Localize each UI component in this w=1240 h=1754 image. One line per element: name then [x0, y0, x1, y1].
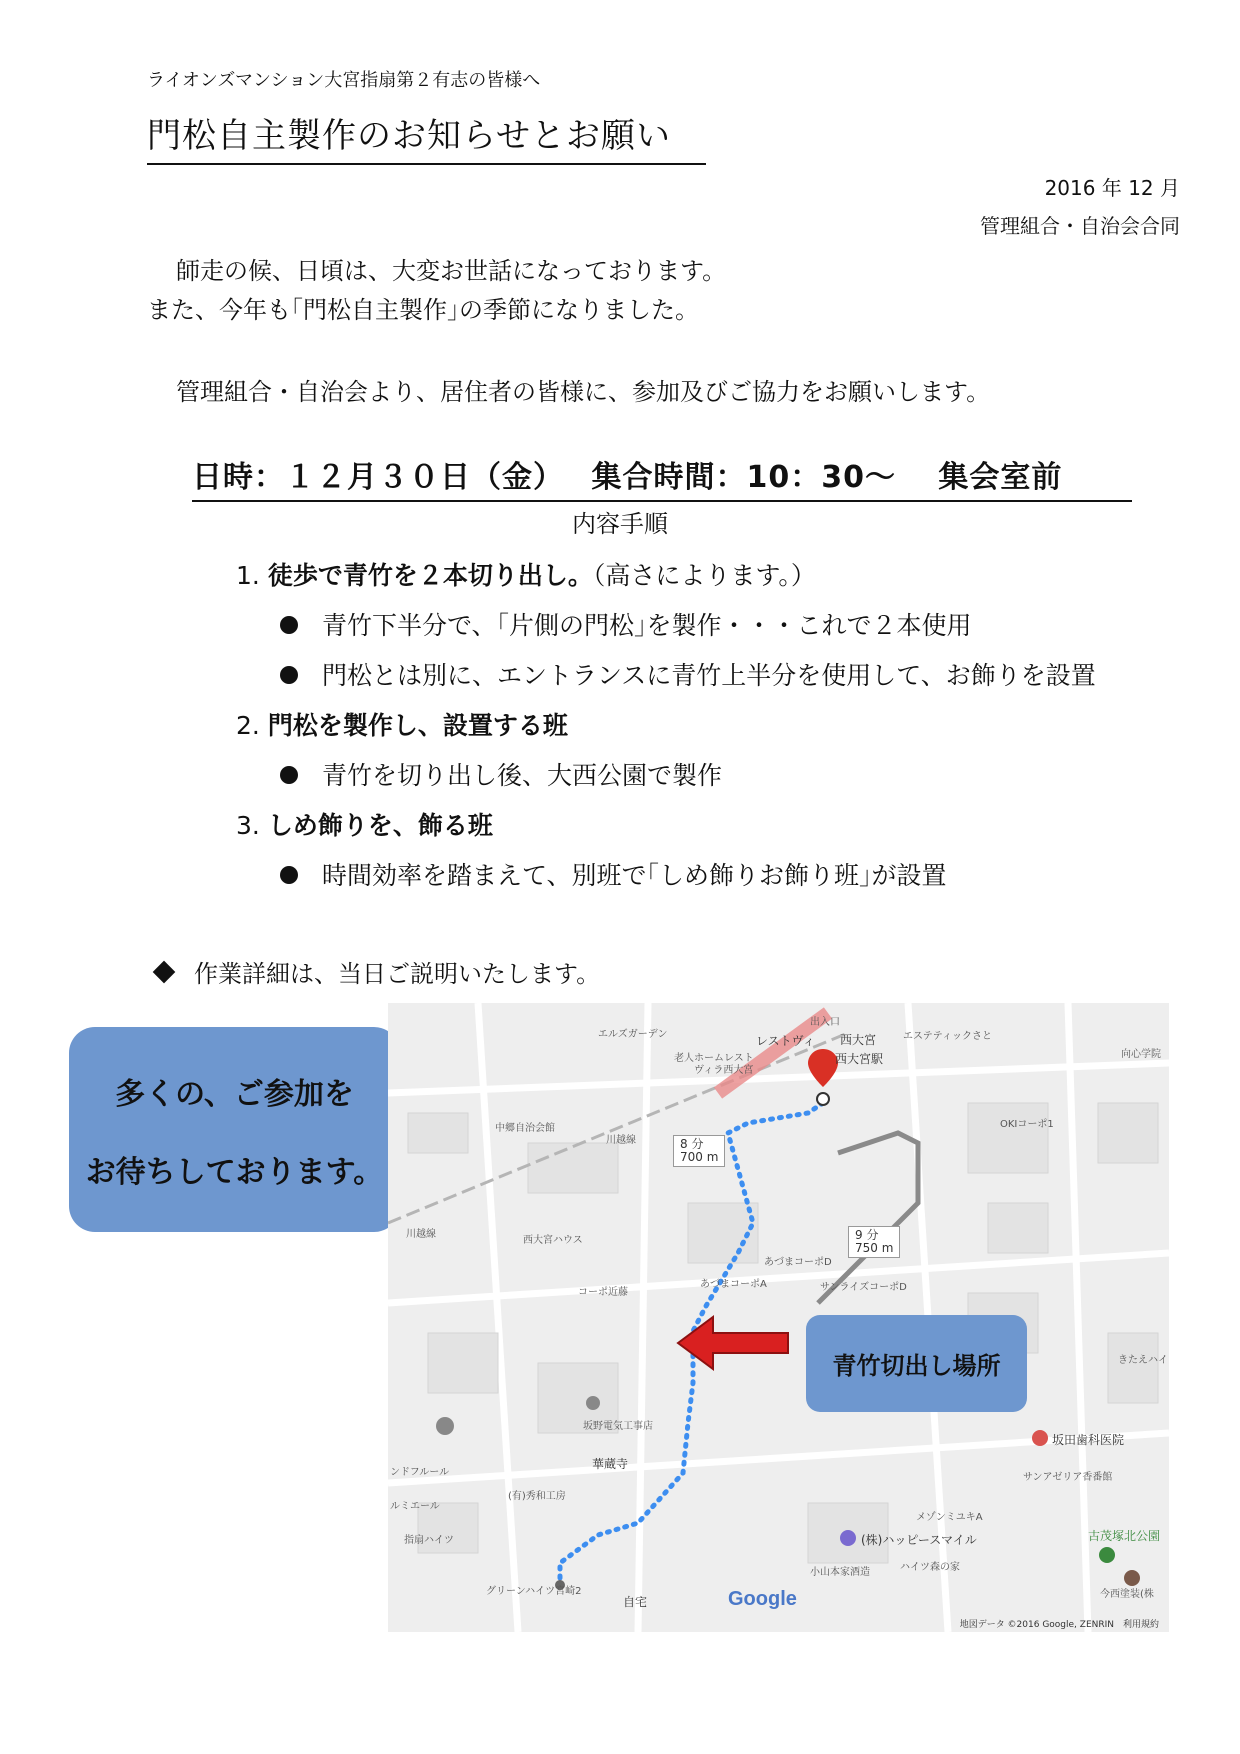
step-2	[236, 706, 568, 742]
route-map	[388, 1003, 1169, 1632]
callout-line-1: 多くの、ご参加を	[115, 1076, 354, 1112]
walk-time: 8 分	[680, 1137, 704, 1151]
bullet-text: 門松とは別に、エントランスに青竹上半分を使用して、お飾りを設置	[322, 661, 1096, 690]
step-1-bullet-2	[280, 656, 1096, 692]
issue-date: 2016 年 12 月	[1044, 176, 1180, 200]
request-line: 管理組合・自治会より、居住者の皆様に、参加及びご協力をお願いします。	[176, 378, 991, 406]
map-label-restvi: レストヴィ	[756, 1034, 815, 1048]
map-label-sunazeria: サンアゼリア香番館	[1023, 1472, 1113, 1483]
map-graphics	[388, 1003, 1169, 1632]
clinic-icon	[1032, 1430, 1048, 1446]
bullet-dot-icon	[280, 666, 298, 684]
map-label-kezouji: 華蔵寺	[592, 1457, 629, 1471]
map-label-happy: (株)ハッピースマイル	[861, 1533, 977, 1547]
map-label-mukougaku: 向心学院	[1121, 1049, 1161, 1060]
shop-icon	[840, 1530, 856, 1546]
diamond-bullet-icon	[153, 961, 176, 984]
parking-icon	[436, 1417, 454, 1435]
map-label-yuwa: (有)秀和工房	[508, 1491, 566, 1502]
addressee: ライオンズマンション大宮指扇第２有志の皆様へ	[147, 70, 541, 91]
map-label-station: 西大宮	[840, 1033, 877, 1047]
event-datetime: 日時：１２月３０日（金） 集合時間：10：30～ 集会室前	[192, 452, 1132, 502]
map-label-kotsuka: 古茂塚北公園	[1088, 1529, 1161, 1543]
map-label-home: 自宅	[623, 1595, 648, 1609]
map-label-azuma-a: あづまコーポA	[700, 1279, 767, 1290]
map-label-kawagoe-2: 川越線	[406, 1229, 436, 1240]
map-label-station-name: 西大宮駅	[835, 1052, 884, 1066]
step-2-bullet-1	[280, 756, 722, 792]
bullet-text: 青竹を切り出し後、大西公園で製作	[322, 761, 723, 790]
procedure-title: 内容手順	[572, 510, 668, 538]
greeting-line-1: 師走の候、日頃は、大変お世話になっております。	[176, 257, 727, 285]
bullet-dot-icon	[280, 866, 298, 884]
map-label-rumiel: ルミエール	[390, 1501, 440, 1512]
step-3	[236, 806, 493, 842]
step-number: 3.	[236, 811, 260, 840]
map-label-exit: 出入口	[810, 1017, 840, 1028]
map-label-okicorpo: OKIコーポ1	[1000, 1119, 1054, 1130]
map-label-kawagoe: 川越線	[606, 1135, 636, 1146]
step-1	[236, 556, 816, 592]
step-1-bullet-1	[280, 606, 972, 642]
temple-icon	[586, 1396, 600, 1410]
note-text: 作業詳細は、当日ご説明いたします。	[194, 960, 601, 988]
step-heading: 門松を製作し、設置する班	[267, 711, 568, 740]
walk-distance: 750 m	[855, 1241, 894, 1255]
map-label-haitsu: 指扇ハイツ	[404, 1535, 454, 1546]
walk-info-1	[673, 1135, 725, 1167]
map-label-green: グリーンハイツ宮崎2	[486, 1586, 582, 1597]
step-note: （高さによります。）	[592, 561, 816, 590]
map-label-villa: ヴィラ西大宮	[694, 1065, 754, 1076]
map-label-esthetic: エステティックさと	[903, 1031, 992, 1042]
map-pin-icon	[808, 1049, 838, 1087]
sender: 管理組合・自治会合同	[980, 214, 1180, 238]
store-icon	[1124, 1570, 1140, 1586]
bullet-text: 青竹下半分で、｢片側の門松｣を製作・・・これで２本使用	[322, 611, 972, 640]
walk-time: 9 分	[855, 1228, 879, 1242]
step-heading: 徒歩で青竹を２本切り出し。	[267, 561, 593, 590]
document-title: 門松自主製作のお知らせとお願い	[147, 108, 706, 165]
bullet-text: 時間効率を踏まえて、別班で｢しめ飾りお飾り班｣が設置	[322, 861, 947, 890]
map-label-haitsu-mori: ハイツ森の家	[900, 1562, 960, 1573]
walk-info-2	[848, 1226, 900, 1258]
map-label-kitamachi: きたえハイ	[1118, 1355, 1168, 1366]
step-3-bullet-1	[280, 856, 947, 892]
map-label-sakata: 坂田歯科医院	[1052, 1433, 1125, 1447]
map-label-sakano: 坂野電気工事店	[583, 1421, 653, 1432]
map-label-house: 西大宮ハウス	[523, 1235, 583, 1246]
map-label-ndful: ンドフルール	[390, 1467, 450, 1478]
map-label-imanishi: 今西塗装(株	[1100, 1589, 1154, 1600]
callout-line-2: お待ちしております。	[85, 1154, 384, 1190]
bullet-dot-icon	[280, 616, 298, 634]
greeting-line-2: また、今年も｢門松自主製作｣の季節になりました。	[147, 296, 699, 324]
map-label-corpo-kondo: コーポ近藤	[578, 1287, 628, 1298]
bullet-dot-icon	[280, 766, 298, 784]
map-label-nakagou: 中郷自治会館	[495, 1123, 555, 1134]
cutting-location-callout: 青竹切出し場所	[806, 1315, 1027, 1412]
google-logo: Google	[728, 1588, 797, 1610]
participation-callout	[69, 1027, 400, 1232]
park-icon	[1099, 1547, 1115, 1563]
map-label-nursing: 老人ホームレスト	[674, 1053, 754, 1064]
destination-marker	[817, 1093, 829, 1105]
map-attribution: 地図データ ©2016 Google, ZENRIN 利用規約	[959, 1620, 1159, 1630]
walk-distance: 700 m	[680, 1150, 719, 1164]
step-number: 2.	[236, 711, 260, 740]
arrow-left-icon	[678, 1317, 788, 1369]
map-label-koyama: 小山本家酒造	[810, 1567, 870, 1578]
map-label-azuma-d: あづまコーポD	[764, 1257, 832, 1268]
step-heading: しめ飾りを、飾る班	[267, 811, 493, 840]
map-label-elms: エルズガーデン	[598, 1029, 668, 1040]
map-label-maison: メゾンミユキA	[916, 1512, 983, 1523]
note-line	[150, 954, 600, 989]
map-label-sunrise: サンライズコーポD	[820, 1282, 907, 1293]
step-number: 1.	[236, 561, 260, 590]
